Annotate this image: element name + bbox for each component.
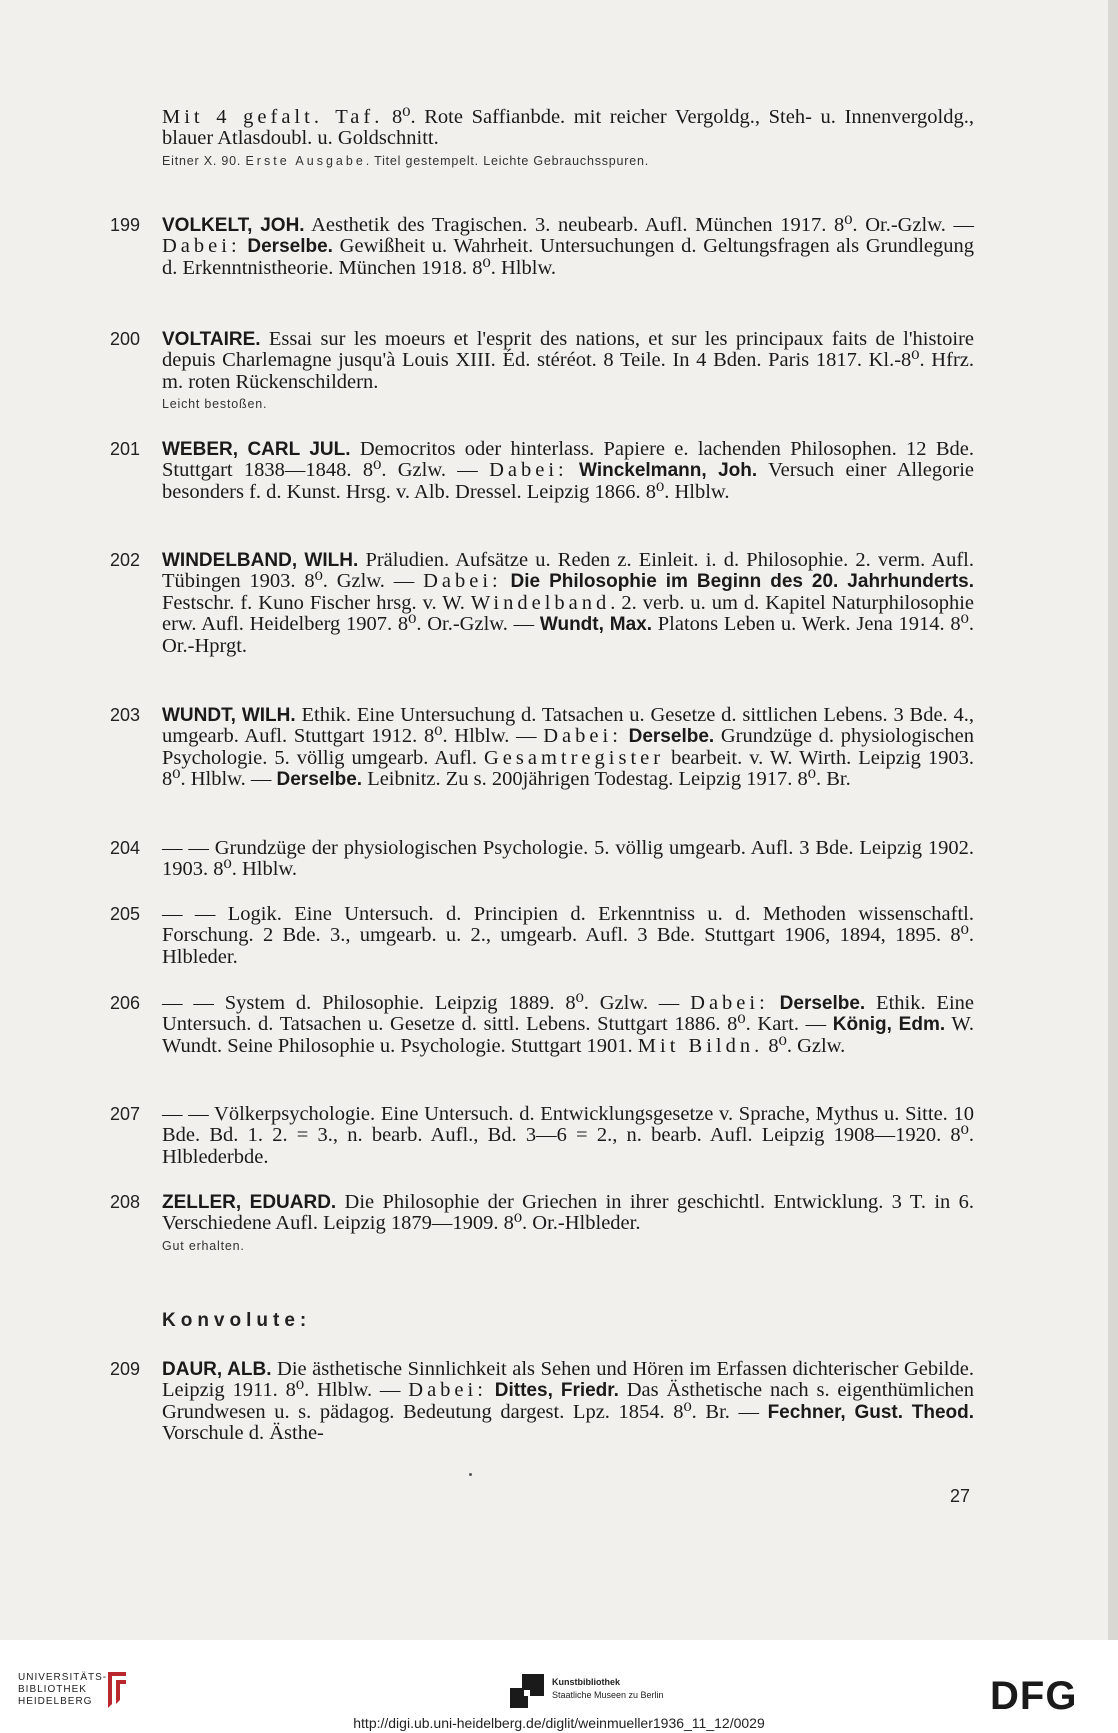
entry-text-part (568, 459, 579, 481)
entry-text-part (769, 992, 780, 1014)
page-number: 27 (950, 1486, 971, 1506)
entry-number: 200 (110, 329, 141, 349)
entry-text-part: bearbeit. v. W. Wirth. Leipzig 1903. 8⁰. Hlblw. — (162, 746, 974, 791)
entry-bold-ref: König, Edm. (832, 1014, 946, 1036)
entry-author: WUNDT, WILH. (162, 705, 296, 726)
entry-bold-ref: Wundt, Max. (539, 614, 653, 636)
entry-text (162, 993, 974, 1057)
entry-text (162, 107, 974, 150)
entry-text-part: Versuch einer Allegorie besonders f. d. Kunst. Hrsg. v. Alb. Dressel. Leipzig 1866. 8⁰. Hlblw. (162, 459, 975, 503)
entry-text-part: W. Wundt. Seine Philosophie u. Psychologie. Stuttgart 1901. (162, 1013, 975, 1057)
entry-number: 201 (110, 439, 141, 459)
spaced-text: Gesamtregister (483, 746, 665, 769)
entry-207 (98, 1104, 978, 1168)
logo-line: BIBLIOTHEK (18, 1684, 87, 1695)
entry-bold-ref: Derselbe. (779, 993, 866, 1014)
entry-bold-ref: Fechner, Gust. Theod. (767, 1401, 975, 1423)
spaced-text: Dabei: (423, 570, 502, 593)
digitization-footer (0, 1640, 1118, 1733)
spaced-text: Dabei: (489, 459, 568, 482)
entry-number: 207 (110, 1104, 141, 1124)
entry-text (162, 1359, 974, 1445)
entry-author: DAUR, ALB. (162, 1359, 272, 1380)
entry-number: 202 (110, 550, 141, 570)
entry-text-part: Essai sur les moeurs et l'esprit des nations, et sur les principaux faits de l'histoire depuis Charlemagne jusqu'à Louis XIII. Éd. stéréot. 8 Teile. In 4 Bden. Paris 1817. Kl.-8⁰. Hfrz. m. roten Rückenschildern. (162, 328, 974, 393)
university-library-logo-text (18, 1672, 107, 1708)
entry-text (162, 705, 974, 791)
entry-author: WINDELBAND, WILH. (162, 550, 359, 571)
entry-text-part: Präludien. Aufsätze u. Reden z. Einleit. i. d. Philosophie. 2. verm. Aufl. Tübingen 1903. 8⁰. Gzlw. — (162, 549, 974, 593)
spaced-text: Windelband (470, 591, 611, 614)
kb-subtitle: Staatliche Museen zu Berlin (552, 1690, 664, 1700)
entry-206 (98, 993, 978, 1057)
entry-text-part (502, 570, 511, 592)
entry-text-part: Vorschule d. Ästhe- (162, 1422, 324, 1445)
entry-text (162, 550, 974, 657)
entry-text-part: Democritos oder hinterlass. Papiere e. lachenden Philosophen. 12 Bde. Stuttgart 1838—1848. 8⁰. Gzlw. — (162, 438, 974, 482)
entry-number: 208 (110, 1192, 141, 1212)
kunstbibliothek-logo-icon (510, 1674, 544, 1708)
dfg-logo: DFG (990, 1674, 1078, 1718)
page-edge-shadow (1108, 0, 1118, 1640)
entry-text: — — Logik. Eine Untersuch. d. Principien d. Erkenntniss u. d. Methoden wissenschaftl. Forschung. 2 Bde. 3., umgearb. u. 2., umgearb. Aufl. 3 Bde. Stuttgart 1906, 1894, 1895. 8⁰. Hlbleder. (162, 903, 974, 968)
entry-text-part: Aesthetik des Tragischen. 3. neubearb. Aufl. München 1917. 8⁰. Or.-Gzlw. — (304, 214, 974, 236)
entry-bold-ref: Dittes, Friedr. (494, 1380, 619, 1402)
spaced-text: Dabei: (543, 725, 622, 748)
kb-title: Kunstbibliothek (552, 1677, 620, 1687)
entry-text-part: Grundzüge d. physiologischen Psychologie. 5. völlig umgearb. Aufl. (162, 725, 974, 769)
entry-number: 199 (110, 215, 141, 235)
entry-note: Leicht bestoßen. (162, 397, 268, 412)
spaced-text: Dabei: (690, 992, 769, 1014)
entry-text-part: Gewißheit u. Wahrheit. Untersuchungen d. Geltungsfragen als Grundlegung d. Erkenntnistheorie. München 1918. 8⁰. Hlblw. (162, 235, 974, 279)
note-part: Eitner X. 90. (162, 153, 246, 168)
spaced-text: Mit Bildn. (637, 1034, 764, 1057)
entry-209 (98, 1359, 978, 1445)
entry-bold-ref: Derselbe. (276, 769, 363, 791)
entry-208 (98, 1192, 978, 1254)
spaced-text: Mit 4 gefalt. Taf. (162, 106, 384, 128)
entry-number: 205 (110, 904, 141, 924)
entry-text: — — Völkerpsychologie. Eine Untersuch. d. Entwicklungsgesetze v. Sprache, Mythus u. Sitte. 10 Bde. Bd. 1. 2. = 3., n. bearb. Aufl., Bd. 3—6 = 2., n. bearb. Aufl. Leipzig 1908—1920. 8⁰. Hlblederbde. (162, 1103, 974, 1168)
kunstbibliothek-text (552, 1676, 664, 1702)
source-url[interactable]: http://digi.ub.uni-heidelberg.de/diglit/weinmueller1936_11_12/0029 (353, 1715, 765, 1731)
entry-text-part: — — System d. Philosophie. Leipzig 1889. 8⁰. Gzlw. — (162, 992, 691, 1014)
entry-204 (98, 838, 978, 881)
spaced-text: Dabei: (162, 235, 241, 258)
entry-text-part: 8⁰. Gzlw. (763, 1034, 846, 1057)
entry-note: Gut erhalten. (162, 1238, 245, 1253)
entry-text: — — Grundzüge der physiologischen Psychologie. 5. völlig umgearb. Aufl. 3 Bde. Leipzig 1902. 1903. 8⁰. Hlblw. (162, 837, 974, 881)
entry-author: WEBER, CARL JUL. (162, 439, 351, 460)
entry-202 (98, 550, 978, 657)
entry-text-part: Leibnitz. Zu s. 200jährigen Todestag. Leipzig 1917. 8⁰. Br. (362, 768, 851, 791)
entry-203 (98, 705, 978, 791)
entry-author: ZELLER, EDUARD. (162, 1192, 337, 1213)
entry-text (162, 329, 974, 393)
entry-note (162, 154, 978, 169)
entry-text (162, 215, 974, 279)
entry-text-part: Ethik. Eine Untersuch. d. Tatsachen u. Gesetze d. sittl. Lebens. Stuttgart 1886. 8⁰. Kart. — (162, 992, 974, 1036)
entry-author: VOLKELT, JOH. (162, 215, 305, 236)
print-speck (469, 1473, 472, 1476)
entry-text-part (487, 1379, 495, 1401)
entry-text-part (622, 725, 629, 747)
entry-text-part: 8⁰. Rote Saffianbde. mit reicher Vergoldg., Steh- u. Innenvergoldg., blauer Atlasdoubl. u. Goldschnitt. (162, 106, 974, 150)
entry-number: 203 (110, 705, 141, 725)
entry-number: 206 (110, 993, 141, 1013)
entry-bold-ref: Derselbe. (628, 726, 715, 748)
entry-number: 204 (110, 838, 141, 858)
entry-text-part: Platons Leben u. Werk. Jena 1914. 8⁰. Or.-Hprgt. (162, 613, 974, 657)
entry-text-part: Die ästhetische Sinnlichkeit als Sehen und Hören im Erfassen dichterischer Gebilde. Leipzig 1911. 8⁰. Hlblw. — (162, 1358, 974, 1402)
entry-text (162, 439, 974, 503)
note-part: . Titel gestempelt. Leichte Gebrauchsspuren. (365, 153, 650, 168)
section-heading: Konvolute: (162, 1310, 312, 1331)
entry-text-part: . 2. verb. u. um d. Kapitel Naturphilosophie erw. Aufl. Heidelberg 1907. 8⁰. Or.-Gzlw. — (162, 591, 974, 636)
entry-199 (98, 215, 978, 279)
university-library-emblem-icon (104, 1670, 130, 1710)
entry-201 (98, 439, 978, 503)
entry-text-part: Das Ästhetische nach s. eigenthümlichen Grundwesen u. s. pädagog. Bedeutung dargest. Lpz. 1854. 8⁰. Br. — (162, 1379, 975, 1423)
entry-bold-ref: Die Philosophie im Beginn des 20. Jahrhunderts. (510, 571, 975, 593)
entry-text (162, 1192, 974, 1235)
spaced-text: Dabei: (408, 1379, 487, 1402)
entry-text-part: Festschr. f. Kuno Fischer hrsg. v. W. (162, 591, 471, 614)
entry-bold-ref: Winckelmann, Joh. (579, 460, 758, 482)
entry-author: VOLTAIRE. (162, 329, 261, 350)
entry-200 (98, 329, 978, 412)
entry-number: 209 (110, 1359, 141, 1379)
entry-text-part: Die Philosophie der Griechen in ihrer geschichtl. Entwicklung. 3 T. in 6. Verschiedene Aufl. Leipzig 1879—1909. 8⁰. Or.-Hlbleder. (162, 1191, 975, 1235)
note-spaced: Erste Ausgabe (245, 153, 366, 168)
logo-line: UNIVERSITÄTS- (18, 1672, 108, 1683)
logo-line: HEIDELBERG (18, 1696, 93, 1707)
entry-205 (98, 904, 978, 968)
entry-text-part: Ethik. Eine Untersuchung d. Tatsachen u. Gesetze d. sittlichen Lebens. 3 Bde. 4., umgearb. Aufl. Stuttgart 1912. 8⁰. Hlblw. — (162, 704, 974, 748)
entry-continuation (98, 107, 978, 169)
entry-bold-ref: Derselbe. (247, 236, 333, 258)
